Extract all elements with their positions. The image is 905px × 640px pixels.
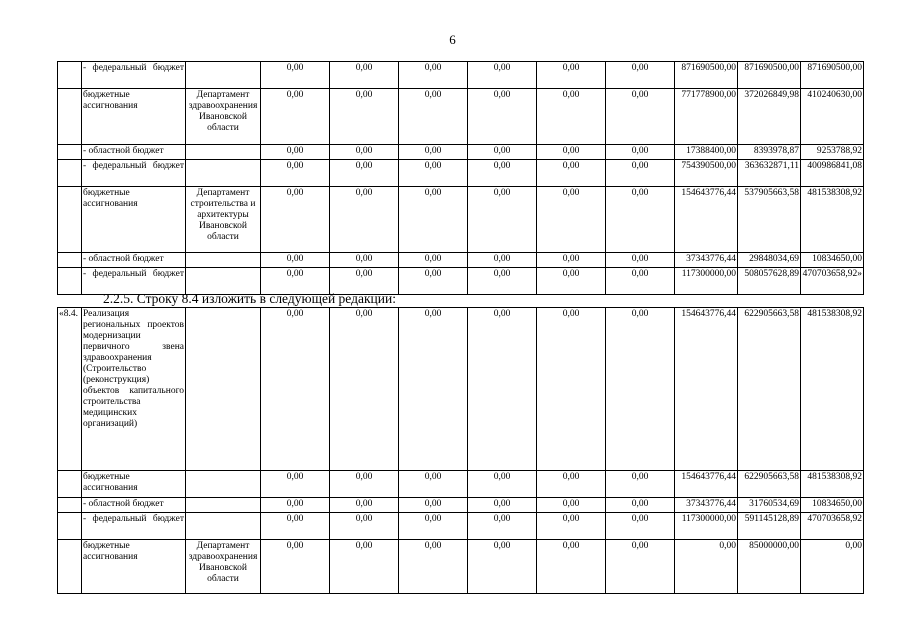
department-cell bbox=[186, 62, 261, 89]
table-row bbox=[58, 62, 864, 89]
value-cell: 0,00 bbox=[399, 160, 468, 187]
row-number-cell bbox=[58, 540, 82, 594]
value-cell: 400986841,08 bbox=[801, 160, 864, 187]
value-cell: 508057628,89 bbox=[738, 268, 801, 295]
value-cell: 363632871,11 bbox=[738, 160, 801, 187]
value-cell: 0,00 bbox=[537, 268, 606, 295]
value-cell: 481538308,92 bbox=[801, 187, 864, 253]
value-cell: 470703658,92» bbox=[801, 268, 864, 295]
value-cell: 0,00 bbox=[330, 160, 399, 187]
table-row bbox=[58, 89, 864, 145]
value-cell: 0,00 bbox=[330, 513, 399, 540]
table-body bbox=[58, 62, 864, 295]
value-cell: 871690500,00 bbox=[801, 62, 864, 89]
value-cell: 0,00 bbox=[606, 187, 675, 253]
value-cell: 481538308,92 bbox=[801, 471, 864, 498]
value-cell: 0,00 bbox=[468, 160, 537, 187]
value-cell: 0,00 bbox=[606, 513, 675, 540]
value-cell: 0,00 bbox=[537, 62, 606, 89]
value-cell: 591145128,89 bbox=[738, 513, 801, 540]
department-cell: Департамент здравоохранения Ивановской области bbox=[186, 89, 261, 145]
value-cell: 0,00 bbox=[399, 308, 468, 471]
value-cell: 0,00 bbox=[801, 540, 864, 594]
row-number-cell bbox=[58, 187, 82, 253]
value-cell: 0,00 bbox=[399, 187, 468, 253]
value-cell: 0,00 bbox=[330, 308, 399, 471]
row-name-cell: Реализация региональных проектов модернизации первичного звена здравоохранения (Строительство (реконструкция) объектов капитального строительства медицинских организаций) bbox=[82, 308, 186, 471]
table-row bbox=[58, 160, 864, 187]
department-cell bbox=[186, 513, 261, 540]
row-name-cell: бюджетные ассигнования bbox=[82, 187, 186, 253]
value-cell: 0,00 bbox=[468, 471, 537, 498]
value-cell: 0,00 bbox=[606, 471, 675, 498]
row-name-cell: бюджетные ассигнования bbox=[82, 89, 186, 145]
value-cell: 0,00 bbox=[330, 89, 399, 145]
value-cell: 117300000,00 bbox=[675, 513, 738, 540]
row-name-cell: - федеральный бюджет bbox=[82, 268, 186, 295]
value-cell: 537905663,58 bbox=[738, 187, 801, 253]
value-cell: 0,00 bbox=[330, 62, 399, 89]
table-row bbox=[58, 308, 864, 471]
row-name-cell: бюджетные ассигнования bbox=[82, 471, 186, 498]
value-cell: 154643776,44 bbox=[675, 187, 738, 253]
value-cell: 0,00 bbox=[537, 308, 606, 471]
value-cell: 0,00 bbox=[261, 268, 330, 295]
value-cell: 0,00 bbox=[468, 253, 537, 268]
table-row bbox=[58, 513, 864, 540]
value-cell: 37343776,44 bbox=[675, 253, 738, 268]
row-name-cell: - областной бюджет bbox=[82, 253, 186, 268]
value-cell: 0,00 bbox=[261, 540, 330, 594]
value-cell: 31760534,69 bbox=[738, 498, 801, 513]
value-cell: 410240630,00 bbox=[801, 89, 864, 145]
value-cell: 0,00 bbox=[606, 308, 675, 471]
value-cell: 0,00 bbox=[261, 187, 330, 253]
value-cell: 0,00 bbox=[537, 498, 606, 513]
value-cell: 0,00 bbox=[399, 253, 468, 268]
value-cell: 117300000,00 bbox=[675, 268, 738, 295]
row-number-cell bbox=[58, 268, 82, 295]
row-number-cell bbox=[58, 253, 82, 268]
section-heading: 2.2.5. Строку 8.4 изложить в следующей редакции: bbox=[103, 291, 396, 306]
row-name-cell: - областной бюджет bbox=[82, 498, 186, 513]
value-cell: 470703658,92 bbox=[801, 513, 864, 540]
value-cell: 0,00 bbox=[468, 62, 537, 89]
budget-table-continued bbox=[57, 61, 864, 295]
value-cell: 0,00 bbox=[399, 268, 468, 295]
value-cell: 771778900,00 bbox=[675, 89, 738, 145]
value-cell: 0,00 bbox=[261, 89, 330, 145]
department-cell bbox=[186, 145, 261, 160]
value-cell: 481538308,92 bbox=[801, 308, 864, 471]
value-cell: 0,00 bbox=[537, 471, 606, 498]
row-number-cell bbox=[58, 471, 82, 498]
row-number-cell bbox=[58, 145, 82, 160]
value-cell: 0,00 bbox=[399, 513, 468, 540]
value-cell: 0,00 bbox=[399, 498, 468, 513]
table-row bbox=[58, 253, 864, 268]
row-name-cell: - федеральный бюджет bbox=[82, 62, 186, 89]
row-number-cell bbox=[58, 160, 82, 187]
row-name-cell: - областной бюджет bbox=[82, 145, 186, 160]
value-cell: 0,00 bbox=[399, 62, 468, 89]
value-cell: 10834650,00 bbox=[801, 498, 864, 513]
value-cell: 0,00 bbox=[330, 268, 399, 295]
value-cell: 0,00 bbox=[468, 498, 537, 513]
value-cell: 0,00 bbox=[330, 498, 399, 513]
value-cell: 0,00 bbox=[399, 540, 468, 594]
table-body bbox=[58, 308, 864, 594]
value-cell: 9253788,92 bbox=[801, 145, 864, 160]
value-cell: 372026849,98 bbox=[738, 89, 801, 145]
value-cell: 871690500,00 bbox=[738, 62, 801, 89]
department-cell bbox=[186, 498, 261, 513]
row-name-cell: бюджетные ассигнования bbox=[82, 540, 186, 594]
value-cell: 8393978,87 bbox=[738, 145, 801, 160]
value-cell: 0,00 bbox=[261, 253, 330, 268]
row-number-cell bbox=[58, 513, 82, 540]
table-row bbox=[58, 540, 864, 594]
row-8-4-table bbox=[57, 307, 864, 594]
department-cell bbox=[186, 253, 261, 268]
value-cell: 0,00 bbox=[606, 253, 675, 268]
value-cell: 0,00 bbox=[261, 160, 330, 187]
value-cell: 0,00 bbox=[330, 145, 399, 160]
value-cell: 0,00 bbox=[399, 471, 468, 498]
value-cell: 0,00 bbox=[330, 540, 399, 594]
value-cell: 0,00 bbox=[468, 268, 537, 295]
department-cell: Департамент строительства и архитектуры Ивановской области bbox=[186, 187, 261, 253]
value-cell: 0,00 bbox=[537, 253, 606, 268]
row-number-cell bbox=[58, 89, 82, 145]
value-cell: 0,00 bbox=[468, 145, 537, 160]
value-cell: 0,00 bbox=[537, 513, 606, 540]
value-cell: 17388400,00 bbox=[675, 145, 738, 160]
value-cell: 0,00 bbox=[261, 471, 330, 498]
value-cell: 0,00 bbox=[468, 308, 537, 471]
department-cell bbox=[186, 160, 261, 187]
value-cell: 0,00 bbox=[606, 89, 675, 145]
value-cell: 0,00 bbox=[468, 187, 537, 253]
value-cell: 0,00 bbox=[330, 253, 399, 268]
value-cell: 871690500,00 bbox=[675, 62, 738, 89]
value-cell: 0,00 bbox=[399, 89, 468, 145]
row-name-cell: - федеральный бюджет bbox=[82, 160, 186, 187]
row-number-cell bbox=[58, 62, 82, 89]
table-row bbox=[58, 187, 864, 253]
value-cell: 0,00 bbox=[330, 187, 399, 253]
value-cell: 85000000,00 bbox=[738, 540, 801, 594]
value-cell: 0,00 bbox=[468, 89, 537, 145]
value-cell: 0,00 bbox=[261, 145, 330, 160]
value-cell: 754390500,00 bbox=[675, 160, 738, 187]
value-cell: 0,00 bbox=[537, 187, 606, 253]
value-cell: 0,00 bbox=[261, 498, 330, 513]
value-cell: 0,00 bbox=[606, 62, 675, 89]
table-row bbox=[58, 471, 864, 498]
value-cell: 154643776,44 bbox=[675, 471, 738, 498]
department-cell bbox=[186, 308, 261, 471]
table-row bbox=[58, 145, 864, 160]
department-cell: Департамент здравоохранения Ивановской области bbox=[186, 540, 261, 594]
row-number-cell bbox=[58, 498, 82, 513]
value-cell: 0,00 bbox=[537, 145, 606, 160]
value-cell: 0,00 bbox=[468, 540, 537, 594]
value-cell: 622905663,58 bbox=[738, 308, 801, 471]
table-row bbox=[58, 498, 864, 513]
value-cell: 0,00 bbox=[606, 268, 675, 295]
value-cell: 0,00 bbox=[606, 160, 675, 187]
value-cell: 0,00 bbox=[537, 540, 606, 594]
value-cell: 0,00 bbox=[537, 160, 606, 187]
value-cell: 29848034,69 bbox=[738, 253, 801, 268]
value-cell: 154643776,44 bbox=[675, 308, 738, 471]
value-cell: 0,00 bbox=[606, 498, 675, 513]
row-name-cell: - федеральный бюджет bbox=[82, 513, 186, 540]
value-cell: 0,00 bbox=[261, 62, 330, 89]
value-cell: 10834650,00 bbox=[801, 253, 864, 268]
value-cell: 0,00 bbox=[606, 145, 675, 160]
value-cell: 0,00 bbox=[261, 308, 330, 471]
value-cell: 0,00 bbox=[468, 513, 537, 540]
value-cell: 0,00 bbox=[675, 540, 738, 594]
value-cell: 0,00 bbox=[606, 540, 675, 594]
value-cell: 37343776,44 bbox=[675, 498, 738, 513]
value-cell: 622905663,58 bbox=[738, 471, 801, 498]
department-cell bbox=[186, 471, 261, 498]
value-cell: 0,00 bbox=[399, 145, 468, 160]
value-cell: 0,00 bbox=[537, 89, 606, 145]
value-cell: 0,00 bbox=[261, 513, 330, 540]
row-number-cell: «8.4. bbox=[58, 308, 82, 471]
value-cell: 0,00 bbox=[330, 471, 399, 498]
page-number: 6 bbox=[449, 32, 456, 47]
